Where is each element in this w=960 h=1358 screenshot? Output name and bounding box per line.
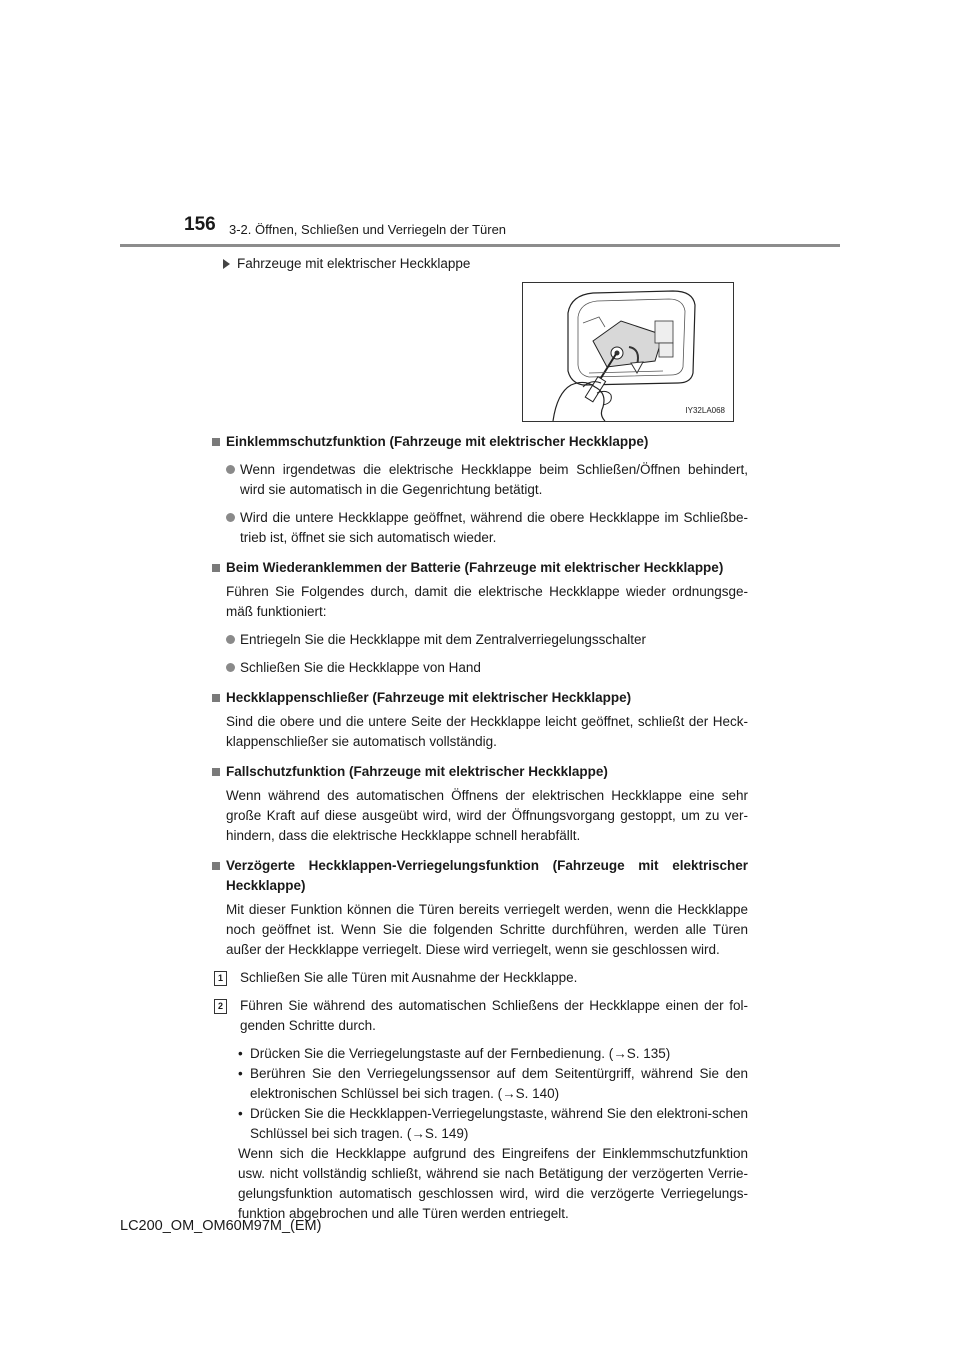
square-bullet-icon [212, 438, 220, 446]
note-text: Wenn sich die Heckklappe aufgrund des Eingreifens der Einklemmschutzfunktion usw. nicht vollständig schließt, während sie nach Betätigung der verzögerten Verrie-gelungsfunktion automatisch geschlossen wird, wird die verzögerte Verriegelungs-funktion abgebrochen und alle Türen werden entriegelt. [238, 1146, 748, 1221]
step-number-badge: 1 [214, 971, 227, 986]
list-item: Schließen Sie die Heckklappe von Hand [226, 658, 748, 678]
triangle-bullet-icon [223, 259, 230, 269]
section-text: Sind die obere und die untere Seite der Heckklappe leicht geöffnet, schließt der Heck-klappenschließer sie automatisch vollständig. [226, 714, 748, 749]
square-bullet-icon [212, 564, 220, 572]
section-heading: Heckklappenschließer (Fahrzeuge mit elektrischer Heckklappe) [212, 688, 748, 708]
round-bullet-icon [226, 513, 235, 522]
figure-label: IY32LA068 [685, 406, 725, 415]
page-number: 156 [184, 214, 216, 235]
round-bullet-icon [226, 663, 235, 672]
footer-code: LC200_OM_OM60M97M_(EM) [120, 1218, 322, 1234]
option-list [238, 1044, 748, 1144]
square-bullet-icon [212, 768, 220, 776]
list-item: • Drücken Sie die Heckklappen-Verriegelungstaste, während Sie den elektroni-schen Schlüssel bei sich tragen. (→S. 149) [238, 1106, 748, 1141]
figure-caption-text: Fahrzeuge mit elektrischer Heckklappe [237, 256, 471, 271]
round-bullet-icon [226, 635, 235, 644]
step-item: 1 Schließen Sie alle Türen mit Ausnahme der Heckklappe. [212, 968, 748, 988]
section-heading: Fallschutzfunktion (Fahrzeuge mit elektrischer Heckklappe) [212, 762, 748, 782]
main-content [212, 432, 748, 1224]
section-title: 3-2. Öffnen, Schließen und Verriegeln der Türen [229, 222, 507, 237]
list-item: Wenn irgendetwas die elektrische Heckklappe beim Schließen/Öffnen behindert, wird sie automatisch in die Gegenrichtung betätigt. [226, 460, 748, 500]
section-heading: Einklemmschutzfunktion (Fahrzeuge mit elektrischer Heckklappe) [212, 432, 748, 452]
header-divider [120, 244, 840, 247]
square-bullet-icon [212, 694, 220, 702]
section-heading: Verzögerte Heckklappen-Verriegelungsfunktion (Fahrzeuge mit elektrischer Heckklappe) [212, 856, 748, 896]
section-heading: Beim Wiederanklemmen der Batterie (Fahrzeuge mit elektrischer Heckklappe) [212, 558, 748, 578]
list-item: Entriegeln Sie die Heckklappe mit dem Zentralverriegelungsschalter [226, 630, 748, 650]
tailgate-illustration [522, 282, 734, 422]
tailgate-drawing [523, 283, 733, 421]
list-item: • Berühren Sie den Verriegelungssensor auf dem Seitentürgriff, während Sie den elektronischen Schlüssel bei sich tragen. (→S. 140) [238, 1066, 748, 1101]
section-text: Wenn während des automatischen Öffnens der elektrischen Heckklappe eine sehr große Kraft auf diese ausgeübt wird, wird der Öffnungsvorgang gestoppt, um zu ver-hindern, dass die elektrische Heckklappe schnell herabfällt. [226, 788, 748, 843]
figure-caption [223, 256, 470, 271]
section-text: Führen Sie Folgendes durch, damit die elektrische Heckklappe wieder ordnungsge-mäß funktioniert: [226, 584, 748, 619]
list-item: • Drücken Sie die Verriegelungstaste auf der Fernbedienung. (→S. 135) [238, 1046, 671, 1061]
round-bullet-icon [226, 465, 235, 474]
step-item: 2 Führen Sie während des automatischen Schließens der Heckklappe einen der fol-genden Schritte durch. [212, 996, 748, 1036]
section-text: Mit dieser Funktion können die Türen bereits verriegelt werden, wenn die Heckklappe noch geöffnet ist. Wenn Sie die folgenden Schritte durchführen, werden alle Türen außer der Heckklappe verriegelt. Diese wird verriegelt, wenn sie geschlossen wird. [226, 902, 748, 957]
square-bullet-icon [212, 862, 220, 870]
list-item: Wird die untere Heckklappe geöffnet, während die obere Heckklappe im Schließbe-trieb ist, öffnet sie sich automatisch wieder. [226, 508, 748, 548]
step-number-badge: 2 [214, 999, 227, 1014]
